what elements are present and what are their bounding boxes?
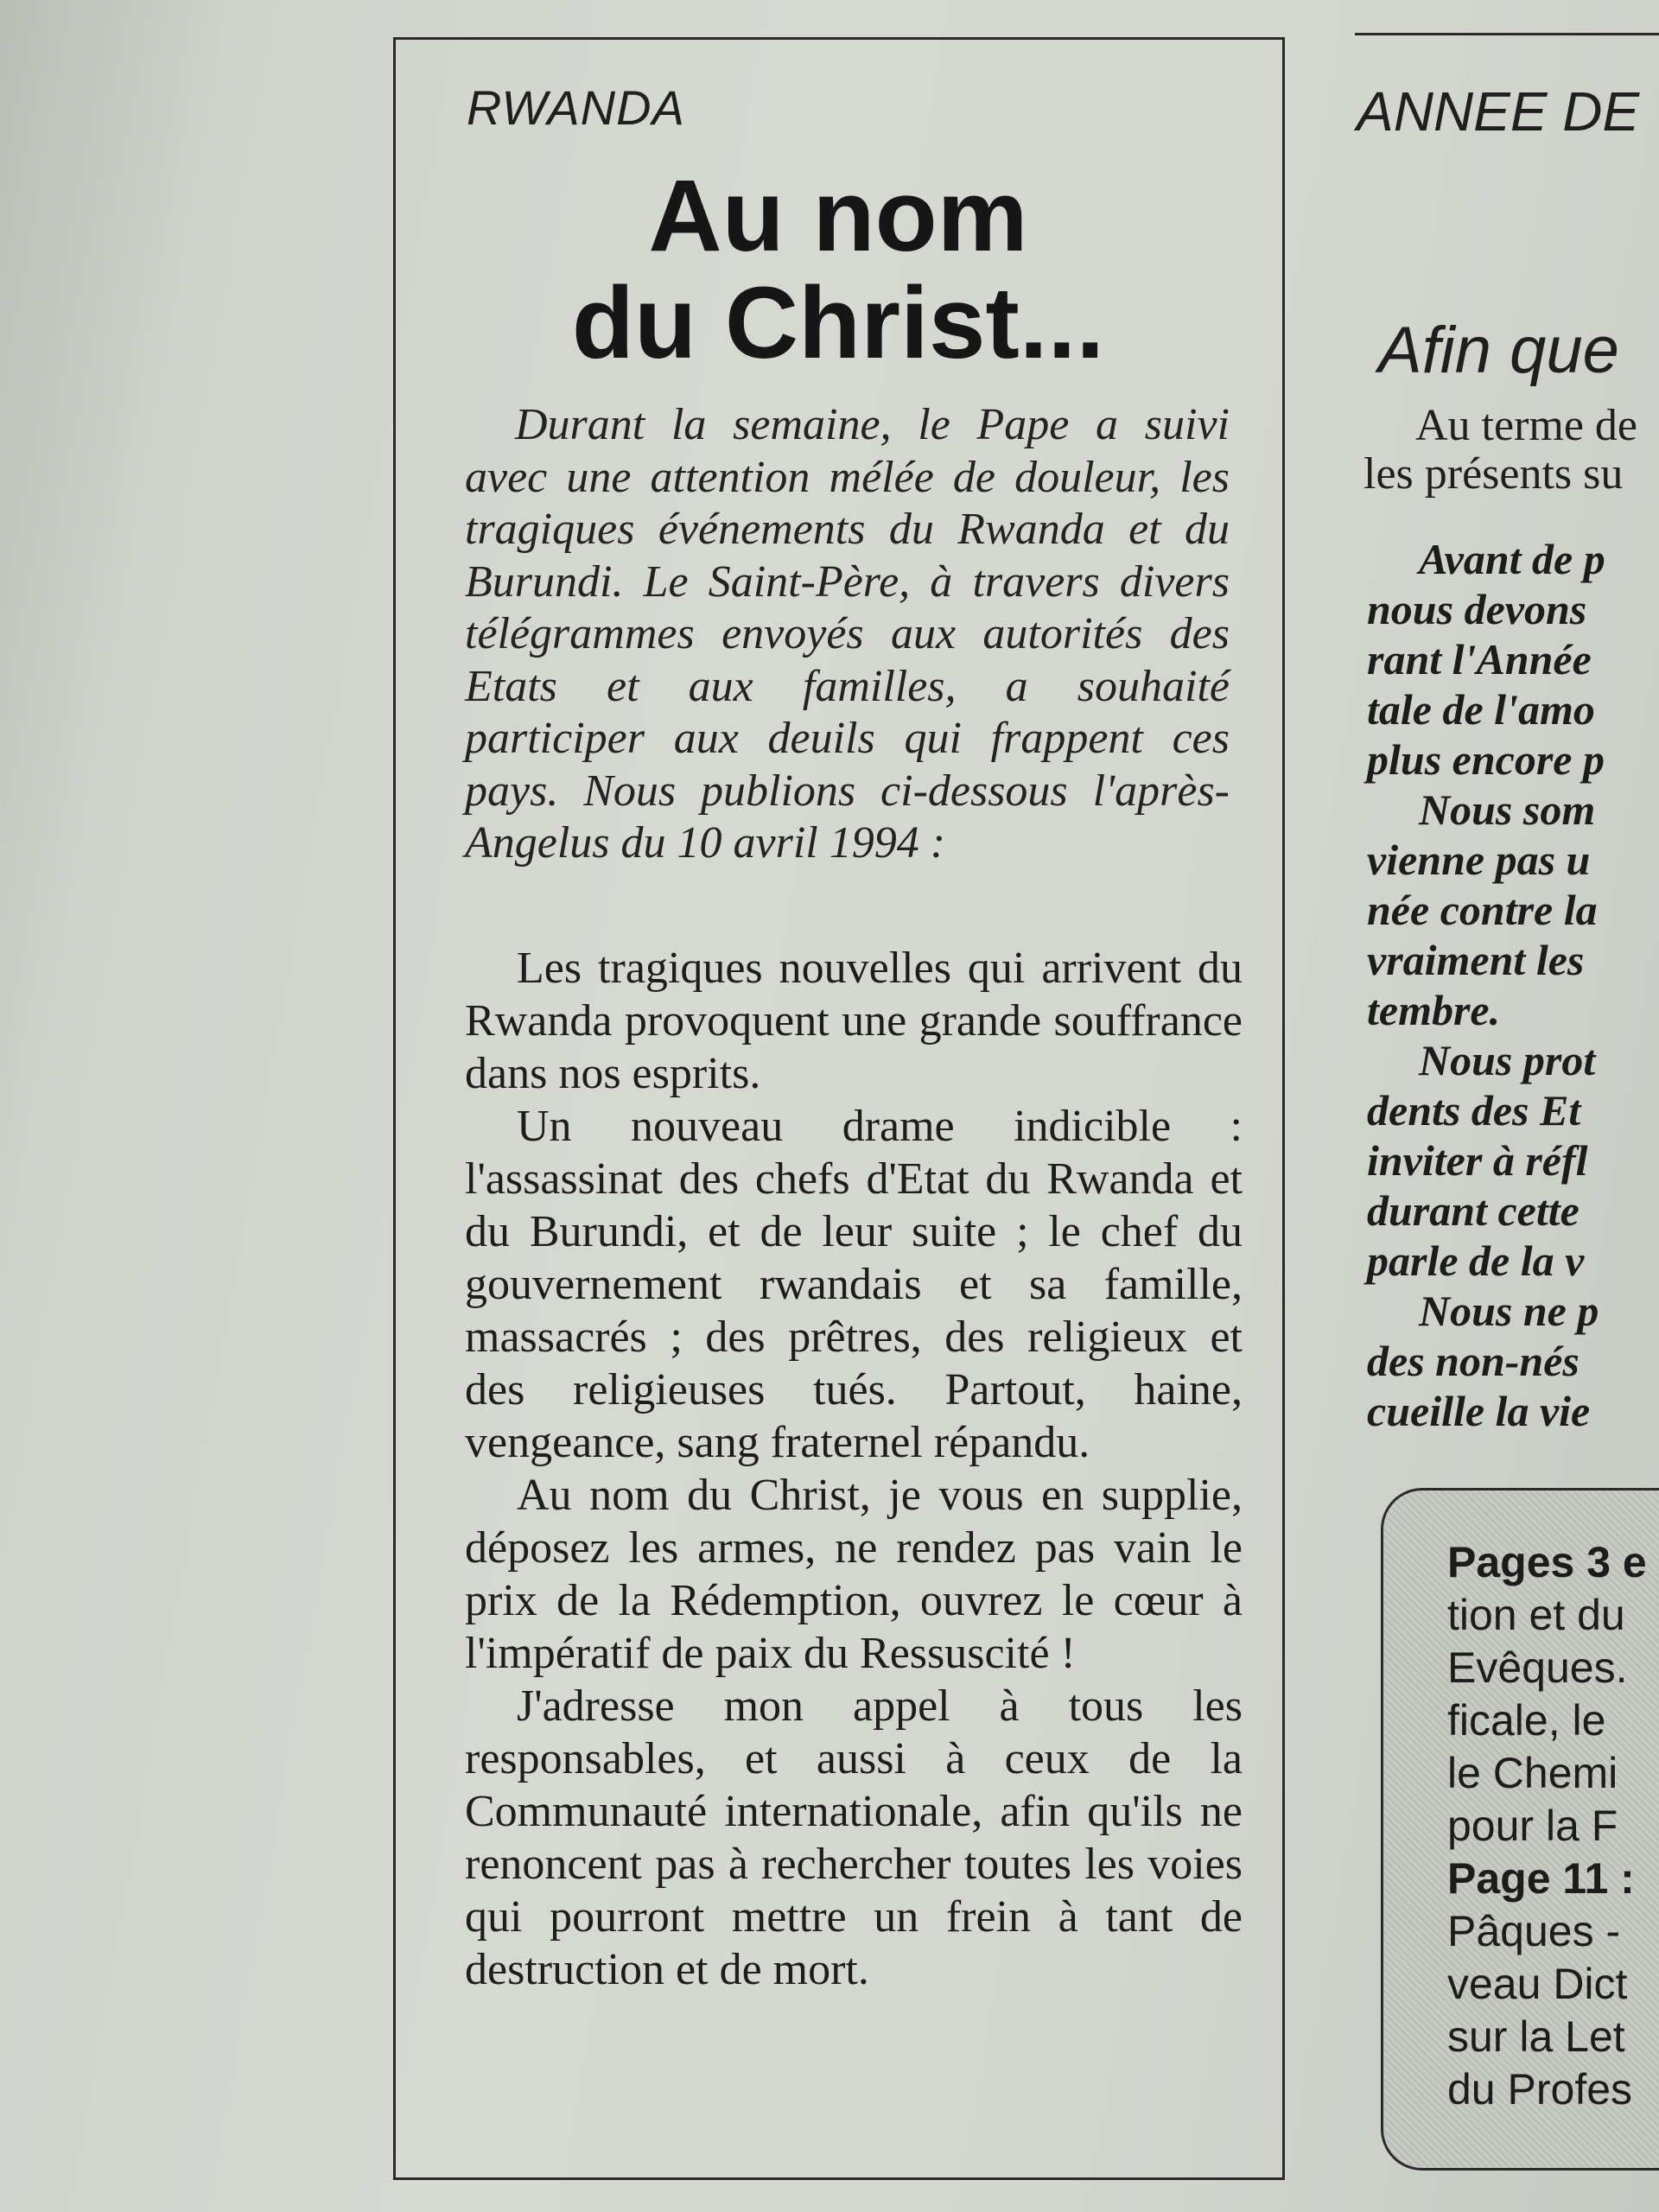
- contents-line: pour la F: [1447, 1802, 1618, 1850]
- article-kicker: RWANDA: [467, 80, 685, 135]
- bold-line: née contre la: [1367, 886, 1598, 934]
- right-column-subhead: Afin que: [1378, 314, 1619, 387]
- bold-line: Nous som: [1419, 785, 1596, 834]
- body-paragraph-3: Au nom du Christ, je vous en supplie, déposez les armes, ne rendez pas vain le prix de la Rédemption, ouvrez le cœur à l'impératif de paix du Ressuscité !: [465, 1471, 1243, 1678]
- bold-line: tembre.: [1367, 986, 1501, 1034]
- bold-line: plus encore p: [1367, 735, 1605, 784]
- contents-line: ficale, le: [1447, 1696, 1606, 1745]
- lead-line: Au terme de: [1415, 401, 1638, 450]
- headline-line-2: du Christ...: [571, 266, 1105, 380]
- bold-line: dents des Et: [1367, 1086, 1581, 1135]
- contents-line: sur la Let: [1447, 2012, 1625, 2061]
- bold-line: Nous ne p: [1419, 1287, 1599, 1335]
- contents-line: le Chemi: [1447, 1749, 1618, 1797]
- bold-line: Avant de p: [1419, 535, 1605, 583]
- right-column-rule: [1355, 33, 1659, 35]
- article-intro: Durant la semaine, le Pape a suivi avec une attention mélée de douleur, les tragiques événements du Rwanda et du Burundi. Le Saint-Père, à travers divers télégrammes envoyés aux autorités des Etats et aux familles, a souhaité participer aux deuils qui frappent ces pays. Nous publions ci-dessous l'après-Angelus du 10 avril 1994 :: [465, 400, 1230, 868]
- right-column-kicker: ANNEE DE: [1357, 80, 1640, 143]
- contents-line: tion et du: [1447, 1591, 1625, 1639]
- bold-line: rant l'Année: [1367, 635, 1592, 683]
- right-column-bold-text: [1367, 534, 1659, 1436]
- article-headline: [406, 159, 1270, 380]
- bold-line: parle de la v: [1367, 1236, 1585, 1285]
- body-paragraph-4: J'adresse mon appel à tous les responsables, et aussi à ceux de la Communauté internationale, afin qu'ils ne renoncent pas à rechercher toutes les voies qui pourront mettre un frein à tant de destruction et de mort.: [465, 1681, 1243, 1994]
- bold-line: vraiment les: [1367, 936, 1585, 984]
- bold-line: inviter à réfl: [1367, 1136, 1588, 1185]
- bold-line: tale de l'amo: [1367, 685, 1595, 734]
- bold-line: cueille la vie: [1367, 1387, 1591, 1435]
- contents-line: veau Dict: [1447, 1960, 1628, 2008]
- bold-line: nous devons: [1367, 585, 1587, 633]
- contents-box-text: [1447, 1536, 1659, 2116]
- contents-line: Page 11 :: [1447, 1854, 1635, 1903]
- body-paragraph-1: Les tragiques nouvelles qui arrivent du Rwanda provoquent une grande souffrance dans nos esprits.: [465, 944, 1243, 1098]
- right-column-lead: [1363, 402, 1659, 499]
- contents-line: du Profes: [1447, 2065, 1633, 2113]
- contents-line: Pâques -: [1447, 1907, 1621, 1955]
- bold-line: des non-nés: [1367, 1337, 1580, 1385]
- bold-line: durant cette: [1367, 1186, 1580, 1235]
- body-paragraph-2: Un nouveau drame indicible : l'assassinat des chefs d'Etat du Rwanda et du Burundi, et de leur suite ; le chef du gouvernement rwandais et sa famille, massacrés ; des prêtres, des religieux et des religieuses tués. Partout, haine, vengeance, sang fraternel répandu.: [465, 1102, 1243, 1467]
- bold-line: vienne pas u: [1367, 836, 1591, 884]
- article-body: [465, 942, 1243, 1996]
- contents-line: Evêques.: [1447, 1643, 1628, 1692]
- contents-line: Pages 3 e: [1447, 1538, 1647, 1586]
- lead-line: les présents su: [1363, 449, 1624, 499]
- headline-line-1: Au nom: [648, 159, 1028, 273]
- bold-line: Nous prot: [1419, 1036, 1596, 1084]
